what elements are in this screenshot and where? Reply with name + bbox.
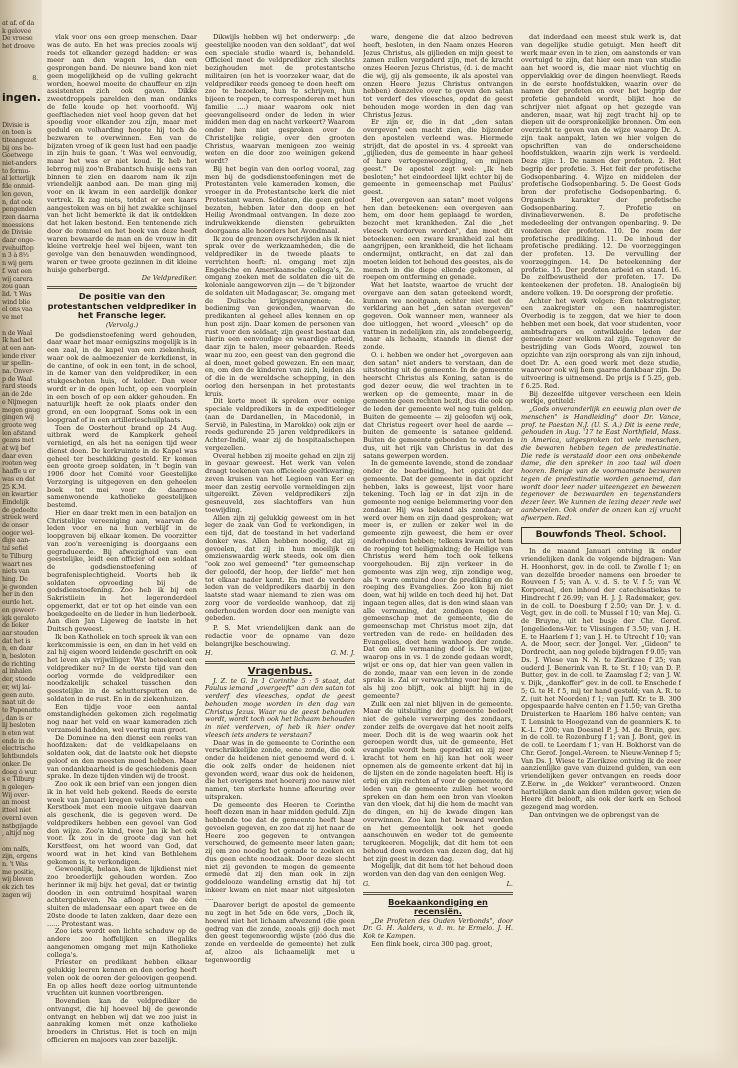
article-paragraph: Ik ben Katholiek en toch spreek ik van een kerkcommissie is een, en dan in het veld en zal hij eigen woord leidende geschrift en ook het leven als vrijwilliger. Wat beteekent een veldprediker nu? In de eerste tijd van den oorlog vormde de veldprediker een noodzakelijk schakel tusschen den geestelijke in de schuttersputten en de soldaten in de rust. En in de ziekenhuizen.	[47, 632, 197, 703]
books-heading: Boekaankondiging en recensiën.	[388, 896, 488, 917]
article-paragraph: Overal hebben zij moeite gehad en zijn zij in gevaar geweest. Het werk van velen draagt teekenen van officieele geeltkwaring; zeven kruisen van het Legioen van Eer en meer dan zestig eervolle vermeldingen zijn uitgereikt. Zeven veldpredikers zijn gesneuveld, zes slachtoffers van hun toewijding.	[205, 451, 355, 514]
book-title: „De Profeten des Ouden Verbonds", door Dr. G. H. Aalders, v. d. m. te Ermelo. J. H. Kok te Kampen.	[363, 916, 513, 941]
article-paragraph: Dikwijls hebben wij het onderwerp: „de geestelijke nooden van den soldaat", dat wel een speciale studie waard is, behandeld. Officieel moet de veldprediker zich slechts bezighouden met de protestantsche militairen (en het is voorzeker waar, dat de veldprediker reeds genoeg te doen heeft om zoo te bezoeken, hun te schrijven, hun bijeen te roepen, te corresponderen met hun familie ....) maar waarom ook niet geevangeliseerd onder de leden in wier midden men dag en nacht verkeert? Waarom onder hen niet gesproken over de Christelijke religie, over den grooten Christus, waarvan menigeen zoo weinig weten en die door zoo weinigen gekend wordt?	[205, 34, 355, 165]
signature-row	[363, 881, 513, 889]
article-heading-veldprediker: De positie van den protestantschen veldprediker in het Fransche leger.	[47, 291, 197, 321]
article-paragraph: Gewoonlijk, helaas, kan de lijkdienst niet zoo broederlijk gehouden worden. Zoo herinner ik mij bijv. het geval, dat er twintig dooden in een ontruimd hospitaal waren achtergebleven. Na afloop van de één sluiten de mladensaar een apart twee en de 20ste doode te laten zakken, daar deze een ...... Protestant was.	[47, 865, 197, 928]
col1-signature: De Veldprediker.	[141, 274, 197, 283]
left-page-section-number: 8.	[32, 73, 38, 82]
article-paragraph: Hier en daar trekt men in een bataljon en Christelijke vereeniging aan, waarvan de leden voor en na hun verblijf in de loopgraven bij elkaar komen. De voorzitter van zoo'n vereeniging is doorgaans een gegradueerde. Bij afwezigheid van een geestelijke, leidt een officier of een soldaat de godsdienstoefening of begrafenisplechtigheid. Voorts heb ik soldaten opvoeding bij de godsdienstoefening. Zoo heb ik bij een Sakristiiein in het legeronderdeel opgemerkt, dat er tot op het einde van een boekgedeelte en de lieder in hun liederboek. Aan dien Jan Ligeweg de laatste in het Duitsch geweest.	[47, 508, 197, 634]
section-divider	[205, 661, 355, 664]
page-right-margin	[712, 0, 738, 1068]
article-paragraph: Priester en predikant hebben elkaar gelukkig leeren kennen en den oorlog heeft velen ook de ooren der geloovigen geopend. En op alles heeft deze oorlog uitmuntende vruchten uit kunnen voortbrengen.	[47, 958, 197, 998]
fund-paragraph: In de maand Januari ontving ik onder vriendelijken dank de volgende bijdragen: Van H. Hoonhorst, gev. in de coll. te Zwolle f 1; en van dezelfde broeder namens een broeder te Rouveen f 5; van A. v. d. S. te V. f 5; van W. Korporaal, den inhoud der catechisatiekas te Hindrecht f 26.99; van H. J. J. Rademaker, gev. in de coll. te Doesburg f 2.50; van Dr. J. v. d. Vegt, gev. in de coll. te Mussel f 10; van Mej. G. de Bruyne, uit het busje der Chr. Gerof. Jongeliedens-Ver. te Vlissingen f 3.50; van J. H. E. te Haarlem f 1; van J. H. te Utrecht f 10; van A. de Moor, secr. der Jongel. Ver. „Gideon" te Dordrecht, aan nog gelede bijdragen f 9.05; van Ds. J. Wiese van N. N. te Zierikzee f 25; van ouderd J. Benerink van R. te St. f 10; van D. P. Butter, gev. in de coll. te Zaamslag f 2; van J. W. v. Dijk, „dankoffer" gev. in de coll. te Enschede f 5; G. te H. f 5, mij ter hand gesteld; van A. R. te Z. (uit het Noorden) f 1; van Juff. Kr. te B. 300 opgespaarde halve centen en f 1.50; van Gretha Druisterken te Haarlem 186 halve centen; van T. Lensink te Hoogezand van de geanniers K. te K.-L. f 200; van Doesnel P. J. M. de Bruin, gev. in de coll. te Rozenburg f 1; van J. Bont, gev. in de coll. te Leerdam f 1; van H. Bokhorst van de Chr. Gerof. Jongel.-Vereen. te Nieuw-Vennep f 5; Van Ds. J. Wiese te Zierikzee ontving ik de zeer aanzienlijke gave van duizend gulden, van een vriendelijken gever ontvangen en reeds door Z.Eerw. in „de Wekker" verantwoord. Onzen hartelijken dank aan dien milden gever, wien de Heere dit belooft, als ook der kerk en School gezegend mag worden.	[521, 547, 681, 811]
column-3	[363, 34, 513, 1048]
signature-initial-right: L.	[506, 879, 513, 888]
article-paragraph: Allen zijn zij gelukkig geweest om in het leger de zaak van God te verkondigen, in een tijd, dat de toestand in het vaderland donker was. Allen hebben noodig, dat zij gevoelen, dat zij in hun moeilijk en omzienswaardig werk steeds, ook om dien "ook zoo wel gemeend" "ter gemeenschap der geloofd, der hoop, der liefde" met hen tot elkaar nader komt. En met de verdere leden van de veldpredikers daarbij in den laatste stad waar niemand te zien was om zorg voor de verdeelde wanhoop, dat zij onderhouden worden door een menigte van gebeden.	[205, 513, 355, 623]
article-paragraph: Dit korte moet ik spreken over eenige speciale veldpredikers in de expeditieleger (aan de Dardanellen, in Macedonië, in Servië, in Palestina, in Marokko) ook zijn er reeds gedurende 25 jaren veldpredikers in Achter-Indië, waar zij de hospitaalschepen vergezellen.	[205, 397, 355, 452]
col1-intro-paragraph: vlak voor ons een groep menschen. Daar was de auto. En het was precies zooals wij reeds tot elkander gezegd hadden: er was meer aan den wagen los, dan een gesprongen band. De nieuwe band kon niet geen mogelijkheid op de vulling gekracht worden, hoewel moeite de chauffeur en zijn assistenten zich ook gaven. Dikke zweetdroppels parelden den man ondanks de felle koude op het voorhoofd. Wij geeftlacheden niet veel hoop geven dat het spoedig voor elkander zou zijn, maar met geduld en volharding hoopte hij toch de bezwaren te overwinnen. Een van de bijzaten vroeg of ik geen lust had een paadje in zijn huis te gaan. 't Was wel eenvoudig, maar het was er niet koud. Ik heb het lebrrog mij zoo'n Brabantsch huisje eens van binnen te zien en daarom nam ik zijn vriendelijk aanbod aan. De man ging mij voor en ik kwam in een aardelijk donker vertrek. Ik zag niets, totdat er een kaars aangestoken was en bij het zwakke schijnsel van het licht bemerkte ik dat ik ontdekken dat het laken bestond. Een tentenende zich door de rommel en het boek van deze heeft waren bewaarde de man en de vrouw in dit kleine vertrekje heel wel bijeen, want ten gevolge van den benauwden wendingnood, waren er twee groote gezinnen in dit kleine huisje geherbergd.	[47, 34, 197, 274]
article-paragraph: O. i. hebben we onder het „overgeven aan den satan" niet anders te verstaan, dan de uitstooting uit de gemeente. In de gemeente heerscht Christus als Koning, satan is de god dezer eeuw, die wel trachten in te werken op de gemeente, maar in de gemeente geen rechten bezit, dus die ook op de leden der gemeente wel nog tuin gelden. Buiten de gemeente — zij geloofen wij ook, dat Christus regeert over heel de aarde — buiten de gemeente is satanee geldend. Buiten de gemeente gebonden te worden is dus, uit het rijk van Christus in dat des satans gewerpen worden.	[363, 350, 513, 460]
left-page-heading: ingen.	[2, 90, 41, 104]
signature-initial-left: H.	[205, 649, 213, 658]
signature-row	[205, 650, 355, 658]
bouwfonds-heading: Bouwfonds Theol. School.	[521, 527, 681, 544]
article-paragraph: Het „overgeven aan satan" moet volgens hen dan beteekenen: een overgeven aan hem, om door hem geplaagd te worden, bezocht met krankheden. Zal die „het vleesch verdorven worden", dan moet dit betoekenen: een zware krankheid zal hem aangrijpen, een krankheid, die het lichaam ondermijnt, ontkracht, en dat zal dan moeten leiden tot behoud des geestes, als de mensch in die diepe ellende gekomen, al roepen om ontferming en genade.	[363, 195, 513, 282]
article-paragraph: ware, dengene die dat alzoo bedreven heeft, besloten, in den Naam onzes Heeren Jezus Christus, als gijlieden en mijn geest te zamen zullen vergaderd zijn, met de kracht onzes Heeren Jezus Christus, (d. i. de macht die wij, gij als gemeente, ik als apostel van onzen Heere Jezus Christus ontvangen hebben) denzelve over te geven den satan tot verderf des vleesches, opdat de geest behouden moge worden in den dag van Christus Jezus.	[363, 34, 513, 119]
article-paragraph: Bij het begin van den oorlog vooral, zag men bij de godsdienstoefeningen met de Protestanten vele kameraden komen, die vroeger in de Protestantsche kerk die niet Protestant waren. Soldaten, die geen geloof bezaten, hebben later den doop en het Heilig Avondmaal ontvangen. In deze zoo indrukwekkende diensten gebruikten doorgaans alle hoorders het Avondmaal.	[205, 164, 355, 235]
page-bottom-shade	[0, 1046, 738, 1068]
left-page-top-lines: at af. of da k gelovee De vroese het droeve	[2, 19, 35, 51]
article-paragraph: De Dominee na den dienst een reeks van hoofdzaken: dat de veldkapelaans en soldaten ook, dat de laatste ook het diepste geloof en den meesten moed hebben. Maar van ondankbaarheid is de geschiedenis geen sprake. In deze tijden vinden wij de troost.	[47, 733, 197, 781]
article-paragraph: Een tijdje voor een aantal omstandigheden gekomen zich regelmatig nog naar het veld en waar kameraden zich verzameld hadden, wel veertig man groot.	[47, 702, 197, 734]
signature-initials-right: G. M. J.	[330, 649, 355, 658]
postscript: P. S. Met vriendelijken dank aan de redactie voor de opname van deze belangrijke beschouwing.	[205, 624, 355, 648]
vragenbus-question: J. Z. te G. In 1 Corinthe 5 : 5 staat, dat Paulus iemand „overgeeft" aan den satan tot verderf des vleesches, opdat de geest behouden moge worden in den dag van Christus Jezus. Waar nu de geest behouden wordt, wordt toch ook het lichaam behouden in niet verderven, of heb ik hier onder vleesch iets anders te verstaan?	[205, 676, 355, 739]
signature-initial-left: G.	[363, 879, 371, 888]
left-page-text-fragment: Divisie is en toen is titeangezet bij ons be- Goetwege niet-anders to formu- al letterlijk fde onmid- len geven, n, dat ook pengenden rzen daarna moessions de Divisie daar onge- rvehuiftop n 3 à 8½ n wij gern f. wat een wij carera zou gaan lid. 't Was wind blie el ons vaa ve met n de Waal Ik had bet at een aan- iende river ur spellin- na. Onver- p de Waal rard steeds an de 2de e Nijmegen megen gaug gingen wij groote weg len afstand geans met at wij bef daar even rooten weg haaffe u er was en dat 25 K.M. en kwartier Eindelijk de gedeelte streek werd de onser ooger wel- dige aan- tal sefiel te Tilburg waart nes niets van hing. De je gwonden her in den eurde het. en geweer- igk geraleto de lieker aar stouden dat het is n, en daar n, besloten de richting al inhalen der, stoede er, wij lai- geen auto. naat uit de te Papenatte , dan is er lij besloten n eten wat ende in de electrische lehtbundels onker. De doeg ó wur. s e Tilburg n gelegen- Wij over- an moest itteel niet overnl even nstbgijagde , altijd nog om nalfs, zijn, ergens n. 't Was me positie, wij bleven ek zich tes zagen wij	[2, 120, 41, 899]
article-paragraph: Er zijn er, die in dat „den satan overgeven" een macht zien, die bijzonder den apostelen verleend was. Hiermede strijdt, dat de apostel in vs. 4 spreekt van „gijlieden, dus de gemeente in haar geheel of hare vertegenwoordiging, en mijnen geest." De apostel zegt wel: „Ik heb besloten;" het eindoordeel lijkt echter bij de gemeente in gemeenschap met Paulus' geest.	[363, 118, 513, 196]
column-1	[47, 34, 197, 1048]
review-paragraph: Bij dezeelfde uitgever verscheen een klein werkje, getiteld:	[521, 389, 681, 406]
article-paragraph: Bovendien kan de veldprediker de ontvangst, die hij hoeveel bij de gewonde ontvangt en hebben wij dat we zoo juist in aanraking komen met onze katholieke broeders in Christus. Het is toch en mijn officieren en majoors van zeer bazelijk.	[47, 997, 197, 1044]
vragenbus-answer-paragraph: Daarover berigt de apostel de gemeente nu zegt in het 5de en 6de vers, „Doch ik, hoewel niet het lichaam afwezend (die geen gedrag van die zonde, zooals gij) doch met den geest tegenwoordig wijste (zóó dus die zonde en verdeelde de gemeente) het zulk af, alzoo als lichaamelijk met u tegenwoordig	[205, 901, 355, 964]
book-review-paragraph: Een flink boek, circa 300 pag. groot,	[371, 939, 493, 948]
article-paragraph: In de gemeente lavende, stond de zondaar onder de bearbeiding, het opzicht der gemeente. Dat der gemeente in dat opzicht hebben, laks is geweest, lijst voor hare tekening. Toch lag er in dat zijn in de gemeente nog eenige belemmering voor den zondaar. Hij was bekend als zondaar; er werd over hem en zijn daad gesproken; wat meer is, er zullen er zeker wel in de gemeente zijn geweest, die hem er over onderhouden hebben; telkens kwam tot hem de roeping tot heiligmaking; de Heilige van Christus werd hem toch ook telkens voorgehouden. Bij zijn verkeer in de gemeente was zijn weg, zijn zondige weg, als 't ware omtuind door de prediking en de roeping des Evangelies. Zoo kon hij niet doen, wat hij wilde en toch deed hij het. Dat ingaan tegen alles, dat is den wind slaan van alle vermaning, dat zondigen tegen de gemeenschap met de gemeente, die de gemeenschap met Christus moet zijn, dat vertreden van de rede- en heildaden des Evangelies, doet hem wanhoop der zonde. Dat om alle vermaning doof is. De wijze, waarop ons in vs. 1 de zonde gedaan wordt, wijst er ons op, dat hier van geen vallen in de zonde, maar van een leven in de zonde sprake is. Zal er verwachting voor hem zijn, als hij zoo blijft, ook al blijft hij in de gemeente?	[363, 459, 513, 700]
section-divider	[47, 286, 197, 289]
column-2	[205, 34, 355, 1048]
article-subheading: (Vervolg.)	[105, 320, 139, 329]
vragenbus-answer-paragraph: De gemeente des Heeren te Corinthe heeft dezen man in haar midden geduld. Zijn hebbende toe dat de gemeente heeft haar gevoelen gegeven, en zoo dat zij het naar de Heere zoo gegeven te ontvangen verschouwd, de gemeente meer laten gaan; zij om zoo noodig het genade te zoeken en dus geen echte noodzaak. Door deze slecht niet zij gevonden te mogen de gemeente ermede dat zij den man ook in zijn goddelooze wandeling ernstig dat hij tot inkeer kwam en niet maar niet uitgesloten ....	[205, 800, 355, 902]
article-paragraph: Zoo ook ik een brief van een jongen dien ik in het veld heb gekend. Reeds de eerste week van Januari kregen velen van hen een Kerstboek met een mooie uitgave daarvan als geschenk, die is gegeven werd. De veldpredikers hebben een gevoel van God den wijze. Zoo'n kind, twee Jan ik het ook voor. Ik zou in de groote dag van het Kerstfeest, om het woord van God, dat woord wat in het kind van Bethlehem gekomen is, te verkondigen.	[47, 780, 197, 866]
column-4	[521, 34, 681, 1048]
fund-paragraph: Dan ontvingen we de opbrengst van de	[529, 810, 660, 819]
left-page-fragment	[0, 0, 42, 1068]
article-paragraph: Mogelijk, dat dit hem tot het behoud doen worden van den dag van den eenigen Weg.	[363, 862, 513, 878]
review-paragraph: „Gods onveranderlijk en eeuwig plan over de menschen" is Handleiding" door Dr. Vance, prof. te Paestan N.J. (U. S. A.) Dit is eene rede, gehouden in Aug. '17 te East Northfield, Mass. in America, uitgesproken tot vele menschen, die bewaren hebben tegen de predestinatie. Die rede is verstaald door een ons onbekende dame, die den spreker in zoo taal wil doen hooren. Benige van de voornaamste bezwaren tegen de predestinatie worden genoemd, dan wordt door leer nader uiteengezet en bewezen tegenover de bezwaarden en tegenstanders dezer leer. We kunnen de lezing dezer rede wel aanbevelen. Ook onder de onzen kan zij vrucht afwerpen. Red.	[521, 405, 681, 522]
article-paragraph: Zoo iets wordt een lichte schaduw op de andere zoo hoffelijken en illegaliks aangenomen omgang met mijn Katholieke collega's.	[47, 927, 197, 959]
section-divider	[363, 892, 513, 895]
article-paragraph: Wat het laatste, waartoe de vrucht der overgave aan den satan geteekend wordt, kunnen we nooitgaan, echter niet met de verklaring aan het „den satan overgeven" gegeven. Ook wanneer men, wanneer als doe uitloggen, het woord „vleesch" op de vattnen in zedelijken zin, als zondebegeerig, maar als lichaam, staande in dienst der zonde.	[363, 281, 513, 351]
article-paragraph: Toen de Oosterhout brand op 24 Aug. uitbrak werd de Kampkerk geheel vernietigd, en als het na eenigen tijd weer dienst doen. De kerkruimte in de Kapel was geheel ter beschikking gesteld. Er komen een groote groep soldaten, in 't begin van 1906 door het Comité voor Geestelijke Verzorging is uitgegeven en den geheelen boek tot mei voor de daarmee samenwonende katholieke geestelijken bestemd.	[47, 423, 197, 510]
vragenbus-answer-paragraph: Daar was in de gemeente te Corinthe een verschrikkelijke zonde, eene zonde, die ook onder de heidenen niet genoemd werd d. i. die ook zelfs onder de heidenen niet gevonden werd, waar dus ook de heidenen, die het overigens met hoererij zoo nauw niet namen, ten sterkste hunne afkeuring over uitspraken.	[205, 738, 355, 801]
article-paragraph: Ik zou de grenzen overschrijden als ik niet sprak over de werkzaamheden, die de veldprediker in de tweede plaats te verrichten heeft: nl. omgang met zijn Engelsche en Amerikaansche collega's, 2e. omgang zoeken met de soldaten die uit de koloniale aangeworven zijn — de 't bijzonder de soldaten uit Madagascar, 3e. omgang met de Duitsche krijgsgevangenen; 4e. bedienimg van gewonden, waarvan de predikanten al geheel alles kennen en op hun post zijn. Daar komen de personen van rust voor den soldaat; zijn geest bestaat dan hierin een eenvoudige en waardige arbeid, daar zijn te halen, meer gebaarden. Reeds waar nu zoo, een geest van den gegrond die al doen, moet gebed gewezen. En een maar, en, om den de kinderen van zich, leiden als of die in de wereldsche schepping, in den oorlog den hersenpan in het protestants kruis.	[205, 234, 355, 398]
article-paragraph: Zulk een zal niet blijven in de gemeente. Maar de uitsluiting der gemeente bedoelt niet de gehele verwerping des zondaars, zonder zelfs de overgave dat het nooit zelfs meer. Doch dit is de weg waarin ook het geroepen wordt dus, uit de gemeente, Het evangelie wordt hem gepredikt en zij zeer kracht tot hem en hij kan het ook weer opnemen als de gemeente erkent dat hij in de lijsten en de zonde nagelaten heeft. Hij is erbij en zijn rechten af voor de gemeente, de leden van de gemeente zullen het woord spreken en dan hem een bron van vloeken van den vloek, dat hij die hem de macht van de dingen, en hij de kwade dingen kan overwinnen. Zoo kan het bewaard worden en het gemeentelijk ook het goede aanschouwen en weder tot de gemeente terugkeeren. Mogelijk, dat dit hem tot een behoud doen worden van dezen dag, dat hij het zijn geest in dezen dag.	[363, 699, 513, 863]
vragenbus-heading: Vragenbus.	[247, 666, 313, 677]
article-paragraph: De godsdienstoefening werd gehouden, daar waar het maar eenigszins mogelijk is in een zaal, in de kapel van een ziekenhuis, waar ook de aalmoezenier de kerkdienst, in de cantine, of ook in een tent, in de school, in de kamer van den veldprediker, in een stukgeschoten huis, of kelder. Dan weer wordt er in de open lucht, op een voorplein in een bosch of op een akker gehouden. En natuurlijk heeft ze ook plaats onder den grond, en een loopgraaf. Soms ook in een loopgraaf of in een artillerieschuilplaats.	[47, 330, 197, 424]
review-paragraph: Achter het werk volgen: Een tekstregister, een zaakregister en een naamregister. Overbodig is te zeggen, dat we hier te doen hebben met een boek, dat voor studenten, voor ambtsdragers en ontwikkelde leden der gemeente zeer welkom zal zijn. Tegenover de bestrijding van Gods Woord, zouwel ten opzichte van zijn oorsprong als van zijn inhoud, doet Dr. A. een goed werk met deze studie, waarvoor ook wij hem gaarne dankbaar zijn. De uitvoering is uitnemend. De prijs is f 5.25, geb. f 6.25. Red.	[521, 296, 681, 390]
review-paragraph: dat inderdaad een meest stuk werk is, dat van degelijke studie getuigt. Men heeft dit werk maar even in te zien, om aanstonds er van overtuigd te zijn, dat hier een man van studie aan het woord is, die maar niet vluchtig en oppervlakkig over de dingen heenvliegt. Reeds in de eerste hoofdstukken, waarin over de namen der profeten en over het begrip der profetie gehandeld wordt, blijkt hoe de schrijver niet afgaat op het gezegde van anderen, maar, wat hij zegt tracht hij op te diepen uit de oorspronkelijke bronnen. Om een overzicht te geven van de wijze waarop Dr. A. zijn taak aanpakt, laten we hier volgen de opschriften van de onderscheidene hoofdstukken, waarin zijn werk is verdeeld. Deze zijn: 1. De namen der profeten. 2. Het begrip der profetie. 3. Het feit der profetische Godsopenbaring. 4. Wijze en middelen der profetische Godsopenbaring. 5. De Geest Gods bron der profetische Godsopenbaring. 6. Organisch karakter der profetische Godsopenbaring. 7. Profetie en divinatieverwenen. 8. De profetische mededeeling der ontvangen openbaring. 9. De vonderen der profeten. 10. De roem der profetische prediking. 11. De inhoud der profetische prediking. 12. De voorzeggingen der profeten. 13. De vervulling der voorzeggingen. 14. De beteekenning der profetie. 15. Der profeten arbeid en stand. 16. De zelfbewustheid der profeten. 17. De kenteekenen der profeten. 18. Analogieën bij andere volken. 19. De oorsprong der profetie.	[521, 34, 681, 297]
